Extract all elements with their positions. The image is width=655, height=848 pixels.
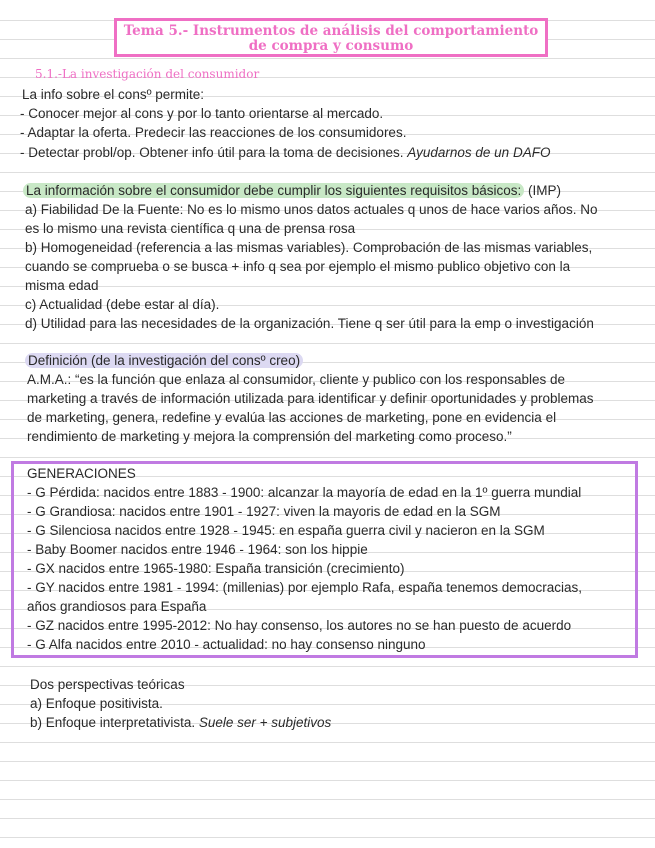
intro-item-3: - Detectar probl/op. Obtener info útil para la toma de decisiones. Ayudarnos de un DAFO bbox=[20, 145, 551, 160]
definicion-line: rendimiento de marketing y mejora la comprensión del marketing como proceso.” bbox=[27, 429, 512, 444]
intro-item-2: - Adaptar la oferta. Predecir las reacciones de los consumidores. bbox=[20, 125, 407, 140]
perspectiva-b: b) Enfoque interpretativista. Suele ser + subjetivos bbox=[30, 715, 332, 730]
title-line-2: de compra y consumo bbox=[248, 38, 414, 54]
requisito-line: a) Fiabilidad De la Fuente: No es lo mismo unos datos actuales q unos de hace varios años. No bbox=[25, 202, 598, 217]
generacion-line: - GY nacidos entre 1981 - 1994: (millenias) por ejemplo Rafa, españa tenemos democracias, bbox=[27, 580, 583, 595]
requisito-line: misma edad bbox=[25, 278, 99, 293]
perspectivas-heading: Dos perspectivas teóricas bbox=[30, 677, 185, 692]
generacion-line: - GZ nacidos entre 1995-2012: No hay consenso, los autores no se han puesto de acuerdo bbox=[27, 618, 572, 633]
intro-heading: La info sobre el consº permite: bbox=[22, 87, 205, 102]
definicion-line: marketing a través de información utilizada para identificar y definir oportunidades y problemas bbox=[27, 391, 594, 406]
requisitos-heading: La información sobre el consumidor debe cumplir los siguientes requisitos básicos: (IMP) bbox=[23, 183, 561, 199]
requisito-line: c) Actualidad (debe estar al día). bbox=[25, 297, 220, 312]
title-box bbox=[114, 18, 548, 57]
definicion-line: A.M.A.: “es la función que enlaza al consumidor, cliente y publico con los responsables de bbox=[27, 372, 566, 387]
generacion-line: - G Pérdida: nacidos entre 1883 - 1900: alcanzar la mayoría de edad en la 1º guerra mundial bbox=[27, 485, 582, 500]
definicion-heading: Definición (de la investigación del consº creo) bbox=[25, 353, 303, 369]
perspectiva-a: a) Enfoque positivista. bbox=[30, 696, 163, 711]
intro-item-1: - Conocer mejor al cons y por lo tanto orientarse al mercado. bbox=[20, 106, 384, 121]
section-subtitle: 5.1.-La investigación del consumidor bbox=[35, 67, 260, 81]
generacion-line: - G Grandiosa: nacidos entre 1901 - 1927: viven la mayoris de edad en la SGM bbox=[27, 504, 501, 519]
requisito-line: b) Homogeneidad (referencia a las mismas variables). Comprobación de las mismas variables, bbox=[25, 240, 593, 255]
intro-item-3-italic: Ayudarnos de un DAFO bbox=[407, 145, 551, 160]
generacion-line: - Baby Boomer nacidos entre 1946 - 1964: son los hippie bbox=[27, 542, 368, 557]
requisito-line: es lo mismo una revista científica q una de prensa rosa bbox=[25, 221, 356, 236]
requisito-line: d) Utilidad para las necesidades de la organización. Tiene q ser útil para la emp o investigación bbox=[25, 316, 594, 331]
generaciones-heading: GENERACIONES bbox=[27, 466, 136, 481]
generacion-line: - GX nacidos entre 1965-1980: España transición (crecimiento) bbox=[27, 561, 405, 576]
generacion-line: - G Alfa nacidos entre 2010 - actualidad: no hay consenso ninguno bbox=[27, 637, 426, 652]
requisitos-highlight: La información sobre el consumidor debe cumplir los siguientes requisitos básicos: bbox=[23, 183, 524, 198]
title-line-1: Tema 5.- Instrumentos de análisis del comportamiento bbox=[123, 23, 539, 39]
generacion-line: años grandiosos para España bbox=[27, 599, 207, 614]
requisito-line: cuando se comprueba o se busca + info q sea por ejemplo el mismo publico objetivo con la bbox=[25, 259, 571, 274]
definicion-line: de marketing, genera, redefine y evalúa las acciones de marketing, pone en evidencia el bbox=[27, 410, 557, 425]
perspectiva-b-italic: Suele ser + subjetivos bbox=[198, 715, 332, 730]
generacion-line: - G Silenciosa nacidos entre 1928 - 1945: en españa guerra civil y nacieron en la SGM bbox=[27, 523, 545, 538]
